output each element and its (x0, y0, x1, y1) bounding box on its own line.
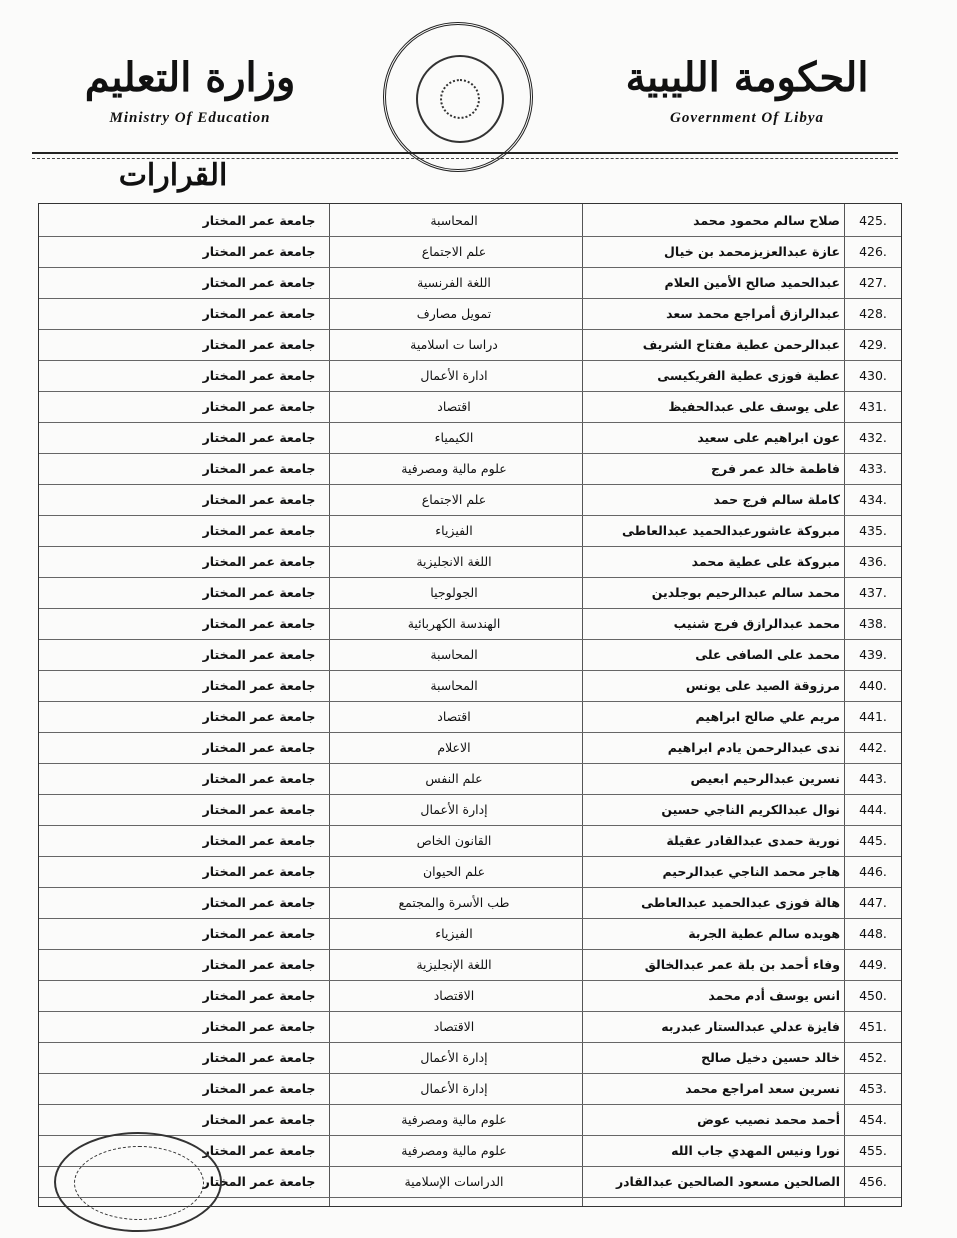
footer-stamp-inner (74, 1146, 204, 1220)
department: تمويل مصارف (416, 306, 492, 321)
table-row (39, 857, 901, 888)
table-row (39, 392, 901, 423)
table-row (39, 361, 901, 392)
department: اقتصاد (437, 709, 471, 724)
student-name: فايزة عدلي عبدالستار عبدربه (661, 1019, 840, 1034)
student-name: هويده سالم عطية الجربة (688, 926, 840, 941)
row-number: 429. (859, 337, 887, 352)
university: جامعة عمر المختار (202, 1050, 316, 1065)
table-row (39, 609, 901, 640)
student-name: الصالحين مسعود الصالحين عبدالقادر (615, 1174, 840, 1189)
table-row (39, 268, 901, 299)
university: جامعة عمر المختار (202, 337, 316, 352)
university: جامعة عمر المختار (202, 213, 316, 228)
department: علم النفس (425, 771, 483, 786)
student-name: عبدالرازق أمراجع محمد سعد (666, 306, 840, 321)
row-number: 452. (859, 1050, 887, 1065)
student-name: فاطمة خالد عمر فرج (711, 461, 840, 476)
university: جامعة عمر المختار (202, 1143, 316, 1158)
university: جامعة عمر المختار (202, 1019, 316, 1034)
student-name: عازة عبدالعزيزمحمد بن خيال (664, 244, 840, 259)
university: جامعة عمر المختار (202, 1112, 316, 1127)
seal-inner-ring (416, 55, 504, 143)
row-number: 436. (859, 554, 887, 569)
table-row (39, 578, 901, 609)
student-name: عون ابراهيم على سعيد (697, 430, 840, 445)
row-number: 450. (859, 988, 887, 1003)
university: جامعة عمر المختار (202, 802, 316, 817)
row-number: 454. (859, 1112, 887, 1127)
row-number: 440. (859, 678, 887, 693)
section-title: القرارات (118, 158, 228, 193)
row-number: 425. (859, 213, 887, 228)
department: اللغة الفرنسية (417, 275, 491, 290)
department: الاعلام (437, 740, 471, 755)
table-row (39, 206, 901, 237)
department: طب الأسرة والمجتمع (398, 895, 510, 910)
table-row (39, 950, 901, 981)
row-number: 455. (859, 1143, 887, 1158)
row-number: 428. (859, 306, 887, 321)
row-number: 430. (859, 368, 887, 383)
university: جامعة عمر المختار (202, 678, 316, 693)
row-number: 442. (859, 740, 887, 755)
department: اللغة الإنجليزية (416, 957, 492, 972)
ministry-title-ar: وزارة التعليم (84, 54, 296, 101)
table-row (39, 1105, 901, 1136)
university: جامعة عمر المختار (202, 430, 316, 445)
student-name: وفاء أحمد بن بلة عمر عبدالخالق (644, 957, 840, 972)
department: المحاسبة (430, 678, 478, 693)
row-number: 432. (859, 430, 887, 445)
row-number: 446. (859, 864, 887, 879)
student-name: نورا ونيس المهدي جاب الله (671, 1143, 840, 1158)
table-row (39, 516, 901, 547)
student-name: على يوسف على عبدالحفيظ (668, 399, 840, 414)
row-number: 444. (859, 802, 887, 817)
student-name: نورية حمدى عبدالقادر عقيلة (666, 833, 840, 848)
university: جامعة عمر المختار (202, 368, 316, 383)
university: جامعة عمر المختار (202, 244, 316, 259)
department: علوم مالية ومصرفية (401, 1112, 507, 1127)
university: جامعة عمر المختار (202, 1081, 316, 1096)
university: جامعة عمر المختار (202, 957, 316, 972)
student-name: هالة فوزى عبدالحميد عبدالعاطى (641, 895, 840, 910)
university: جامعة عمر المختار (202, 523, 316, 538)
department: القانون الخاص (416, 833, 492, 848)
row-number: 434. (859, 492, 887, 507)
student-name: نوال عبدالكريم الناجي حسين (661, 802, 840, 817)
row-number: 443. (859, 771, 887, 786)
student-name: صلاح سالم محمود محمد (693, 213, 840, 228)
department: المحاسبة (430, 647, 478, 662)
table-row (39, 888, 901, 919)
footer-stamp (54, 1132, 222, 1232)
department: الهندسة الكهربائية (407, 616, 501, 631)
table-row (39, 454, 901, 485)
table-row (39, 702, 901, 733)
row-number: 439. (859, 647, 887, 662)
department: إدارة الأعمال (420, 1081, 488, 1096)
department: الفيزياء (435, 523, 473, 538)
table-row (39, 1074, 901, 1105)
student-name: عبدالحميد صالح الأمين العلام (664, 275, 840, 290)
student-name: أحمد محمد نصيب عوض (697, 1112, 840, 1127)
row-number: 438. (859, 616, 887, 631)
department: إدارة الأعمال (420, 1050, 488, 1065)
row-number: 448. (859, 926, 887, 941)
university: جامعة عمر المختار (202, 864, 316, 879)
university: جامعة عمر المختار (202, 740, 316, 755)
row-number: 435. (859, 523, 887, 538)
university: جامعة عمر المختار (202, 461, 316, 476)
department: إدارة الأعمال (420, 802, 488, 817)
department: اقتصاد (437, 399, 471, 414)
university: جامعة عمر المختار (202, 1174, 316, 1189)
department: ادارة الأعمال (420, 368, 488, 383)
table-row (39, 299, 901, 330)
university: جامعة عمر المختار (202, 306, 316, 321)
crescent-star-emblem (440, 79, 480, 119)
department: الجولوجيا (430, 585, 478, 600)
ministry-seal (383, 22, 533, 172)
ministry-header (60, 50, 320, 127)
decisions-table (38, 203, 902, 1207)
university: جامعة عمر المختار (202, 926, 316, 941)
university: جامعة عمر المختار (202, 399, 316, 414)
university: جامعة عمر المختار (202, 709, 316, 724)
government-header (607, 50, 887, 127)
table-row (39, 826, 901, 857)
student-name: خالد حسين دخيل صالح (701, 1050, 840, 1065)
student-name: انس يوسف أدم محمد (708, 988, 840, 1003)
table-row (39, 733, 901, 764)
department: الاقتصاد (433, 1019, 475, 1034)
department: علم الحيوان (422, 864, 486, 879)
ministry-title-en: Ministry Of Education (109, 110, 271, 126)
table-row (39, 423, 901, 454)
row-number: 437. (859, 585, 887, 600)
department: علم الاجتماع (421, 244, 487, 259)
student-name: مرزوقة الصيد على يونس (685, 678, 840, 693)
student-name: مريم علي صالح ابراهيم (695, 709, 840, 724)
row-number: 447. (859, 895, 887, 910)
table-row (39, 1012, 901, 1043)
university: جامعة عمر المختار (202, 492, 316, 507)
row-number: 451. (859, 1019, 887, 1034)
row-number: 456. (859, 1174, 887, 1189)
student-name: نسرين عبدالرحيم ابعيص (690, 771, 840, 786)
row-number: 431. (859, 399, 887, 414)
department: الكيمياء (434, 430, 474, 445)
row-number: 426. (859, 244, 887, 259)
department: علوم مالية ومصرفية (401, 1143, 507, 1158)
government-title-ar: الحكومة الليبية (625, 54, 869, 101)
table-row (39, 981, 901, 1012)
department: الفيزياء (435, 926, 473, 941)
student-name: محمد سالم عبدالرحيم بوجلدين (651, 585, 840, 600)
table-row (39, 330, 901, 361)
table-row (39, 919, 901, 950)
department: الاقتصاد (433, 988, 475, 1003)
department: علم الاجتماع (421, 492, 487, 507)
university: جامعة عمر المختار (202, 833, 316, 848)
student-name: هاجر محمد الناجي عبدالرحيم (662, 864, 840, 879)
table-row (39, 547, 901, 578)
table-row (39, 1043, 901, 1074)
student-name: ندى عبدالرحمن يادم ابراهيم (667, 740, 840, 755)
university: جامعة عمر المختار (202, 585, 316, 600)
university: جامعة عمر المختار (202, 895, 316, 910)
table-row (39, 764, 901, 795)
table-row (39, 640, 901, 671)
department: اللغة الانجليزية (416, 554, 492, 569)
student-name: عبدالرحمن عطية مفتاح الشريف (642, 337, 840, 352)
department: الدراسات الإسلامية (404, 1174, 504, 1189)
department: دراسا ت اسلامية (410, 337, 498, 352)
student-name: محمد على الصافى على (695, 647, 840, 662)
student-name: كاملة سالم فرج حمد (713, 492, 840, 507)
department: علوم مالية ومصرفية (401, 461, 507, 476)
university: جامعة عمر المختار (202, 616, 316, 631)
row-number: 445. (859, 833, 887, 848)
university: جامعة عمر المختار (202, 647, 316, 662)
row-number: 433. (859, 461, 887, 476)
table-row (39, 795, 901, 826)
student-name: نسرين سعد امراجع محمد (685, 1081, 840, 1096)
table-row (39, 671, 901, 702)
university: جامعة عمر المختار (202, 275, 316, 290)
university: جامعة عمر المختار (202, 554, 316, 569)
table-row (39, 485, 901, 516)
university: جامعة عمر المختار (202, 988, 316, 1003)
student-name: مبروكة عاشورعبدالحميد عبدالعاطى (621, 523, 840, 538)
department: المحاسبة (430, 213, 478, 228)
row-number: 427. (859, 275, 887, 290)
table-row (39, 237, 901, 268)
university: جامعة عمر المختار (202, 771, 316, 786)
row-number: 441. (859, 709, 887, 724)
student-name: عطية فوزى عطية الفريكيسى (657, 368, 840, 383)
row-number: 449. (859, 957, 887, 972)
government-title-en: Government Of Libya (670, 110, 824, 126)
row-number: 453. (859, 1081, 887, 1096)
student-name: محمد عبدالرازق فرج شنيب (673, 616, 840, 631)
student-name: مبروكة على عطية محمد (691, 554, 840, 569)
